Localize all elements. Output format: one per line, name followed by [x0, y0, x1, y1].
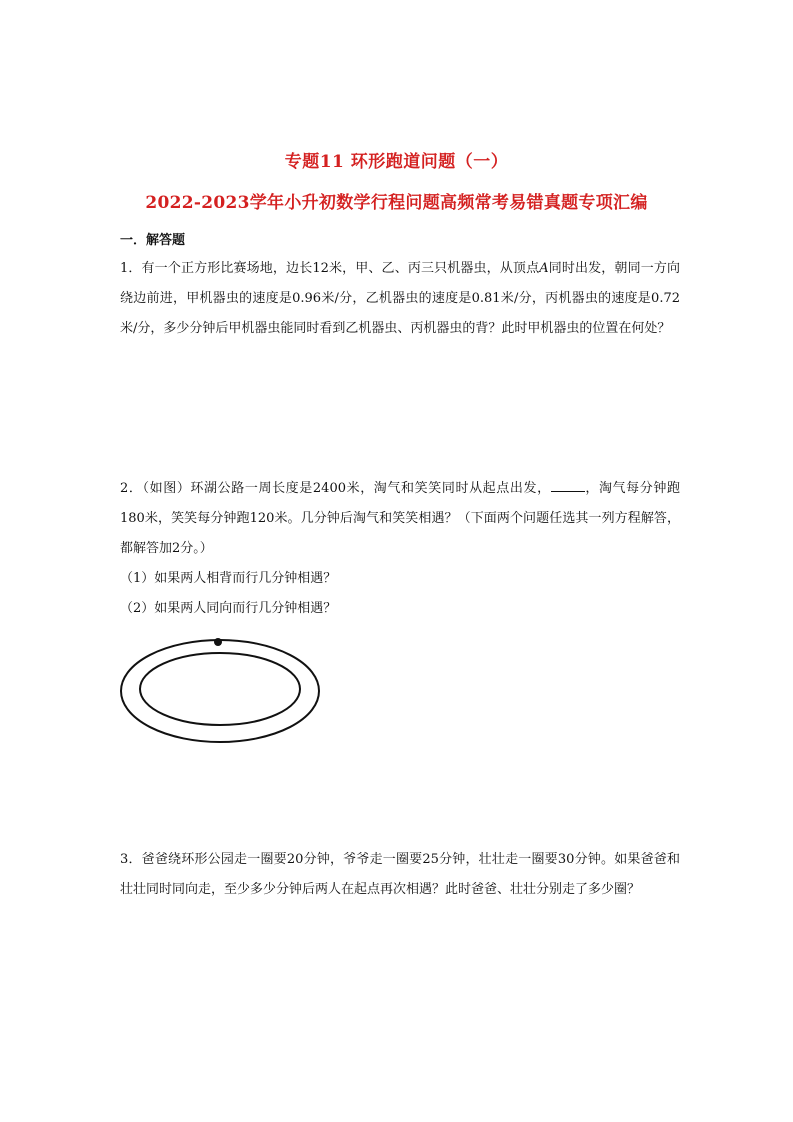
inner-track — [140, 653, 300, 725]
start-point-marker — [214, 638, 222, 646]
question-2-blank — [551, 479, 585, 492]
question-2-text-b: ，淘气每分钟跑180米，笑笑每分钟跑120米。几分钟后淘气和笑笑相遇？（下面两个问题任选其一列方程解答，都解答加2分。） — [120, 481, 680, 556]
question-1-text-a: 1．有一个正方形比赛场地，边长12米，甲、乙、丙三只机器虫，从顶点 — [120, 261, 540, 276]
question-2-text-a: 2．（如图）环湖公路一周长度是2400米，淘气和笑笑同时从起点出发， — [120, 481, 551, 496]
question-1 — [120, 254, 680, 344]
section-heading: 一．解答题 — [120, 233, 186, 248]
question-2-subquestion-2: （2）如果两人同向而行几分钟相遇？ — [120, 601, 337, 616]
outer-track — [121, 640, 319, 742]
question-2 — [120, 474, 680, 564]
question-1-text-b: 同时出发，朝同一方向绕边前进，甲机器虫的速度是0.96米/分，乙机器虫的速度是0.81米/分，丙机器虫的速度是0.72米/分，多少分钟后甲机器虫能同时看到乙机器虫、丙机器虫的背？此时甲机器虫的位置在何处？ — [120, 261, 680, 336]
document-title: 专题11 环形跑道问题（一） — [284, 152, 509, 172]
question-3: 3．爸爸绕环形公园走一圈要20分钟，爷爷走一圈要25分钟，壮壮走一圈要30分钟。如果爸爸和壮壮同时同向走，至少多少分钟后两人在起点再次相遇？此时爸爸、壮壮分别走了多少圈？ — [120, 852, 680, 897]
ring-road-diagram — [118, 634, 328, 744]
document-subtitle: 2022-2023学年小升初数学行程问题高频常考易错真题专项汇编 — [145, 193, 648, 213]
question-1-vertex: A — [539, 261, 549, 276]
question-2-subquestion-1: （1）如果两人相背而行几分钟相遇？ — [120, 571, 337, 586]
